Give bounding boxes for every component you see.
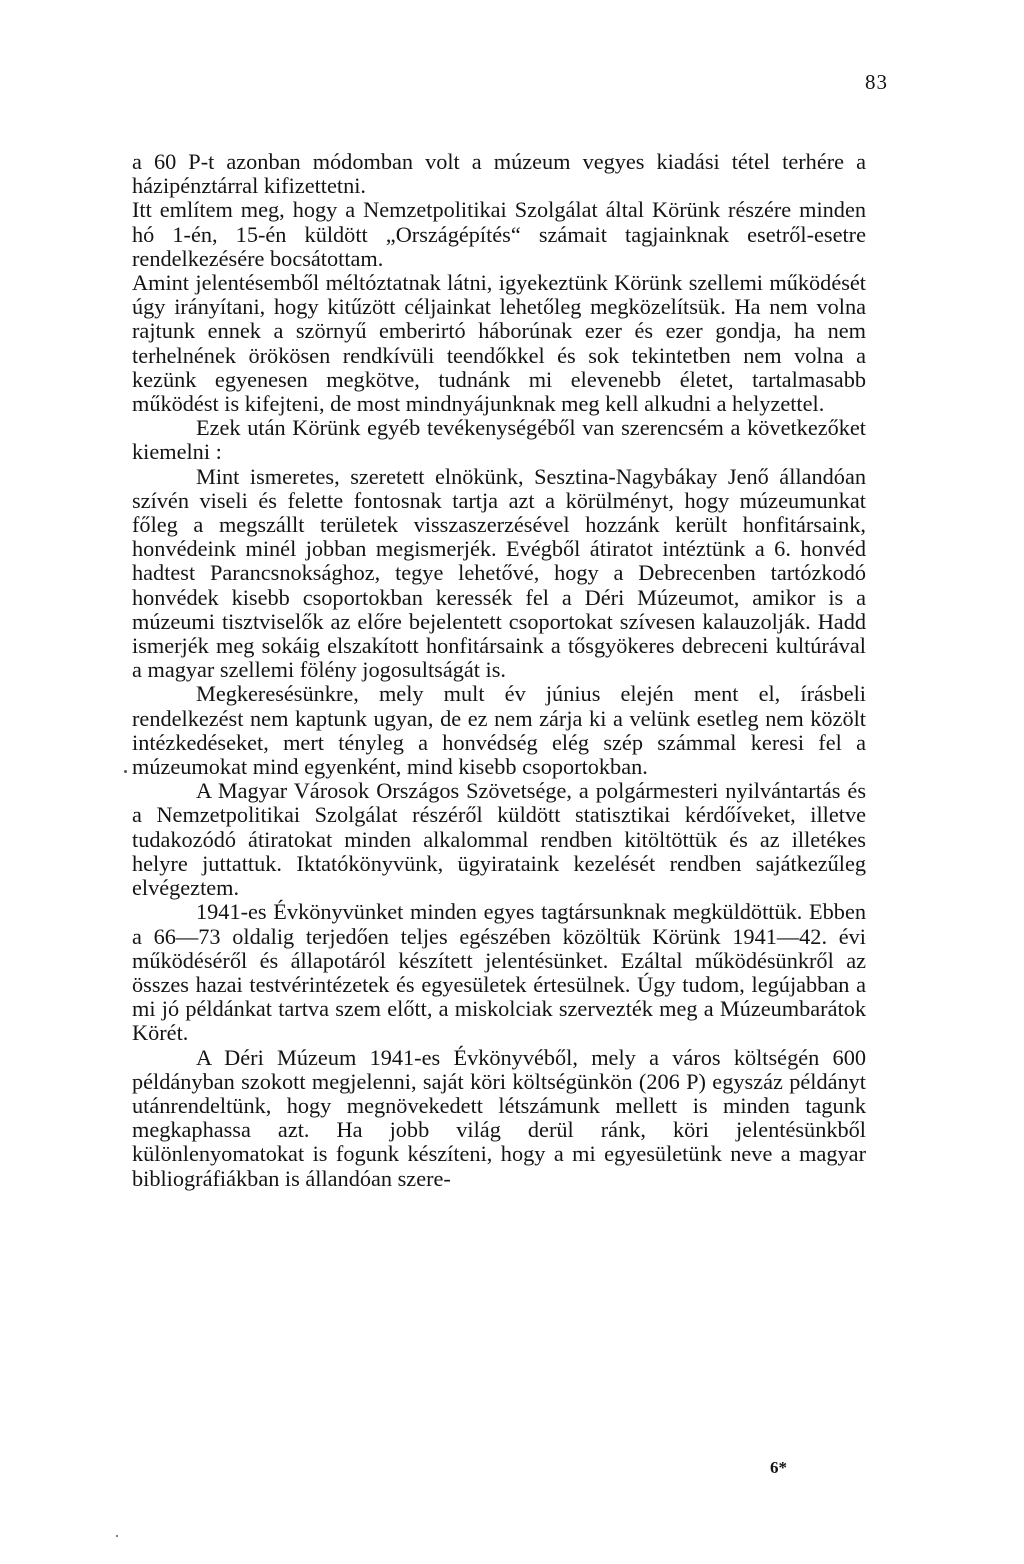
- printer-signature-mark: 6*: [770, 1458, 787, 1477]
- paragraph-8: 1941-es Évkönyvünket minden egyes tagtársunknak megküldöttük. Ebben a 66—73 oldalig terjedően teljes egészében közöltük Körünk 1941—42. évi működéséről és állapotáról készített jelentésünket. Ezáltal működésünkről az összes hazai testvérintézetek és egyesületek értesülnek. Úgy tudom, legújabban a mi jó példánkat tartva szem előtt, a miskolciak szervezték meg a Múzeumbarátok Körét.: [132, 899, 866, 1046]
- paragraph-7: A Magyar Városok Országos Szövetsége, a polgármesteri nyilvántartás és a Nemzetpolitikai Szolgálat részéről küldött statisztikai kérdőíveket, illetve tudakozódó átiratokat minden alkalommal rendben kitöltöttük és az illetékes helyre juttattuk. Iktatókönyvünk, ügyirataink kezelését rendben sajátkezűleg elvégeztem.: [132, 778, 866, 901]
- paragraph-3: Amint jelentésemből méltóztatnak látni, igyekeztünk Körünk szellemi működését úgy irányítani, hogy kitűzött céljainkat lehetőleg megközelítsük. Ha nem volna rajtunk ennek a szörnyű emberirtó háborúnak ezer és ezer gondja, ha nem terhelnének örökösen rendkívüli teendőkkel és sok tekintetben nem volna a kezünk egyenesen megkötve, tudnánk mi elevenebb életet, tartalmasabb működést is kifejteni, de most mindnyájunknak meg kell alkudni a helyzettel.: [132, 270, 866, 417]
- scan-speck: [124, 770, 127, 773]
- paragraph-9: A Déri Múzeum 1941-es Évkönyvéből, mely a város költségén 600 példányban szokott megjelenni, saját köri költségünkön (206 P) egyszáz példányt utánrendeltünk, hogy megnövekedett létszámunk mellett is minden tagunk megkaphassa azt. Ha jobb világ derül ránk, köri jelentésünkből különlenyomatokat is fogunk készíteni, hogy a mi egyesületünk neve a magyar bibliográfiákban is állandóan szere-: [132, 1044, 866, 1191]
- paragraph-1: a 60 P-t azonban módomban volt a múzeum vegyes kiadási tétel terhére a házipénztárral kifizettetni.: [132, 149, 866, 199]
- page-number: 83: [865, 70, 888, 94]
- body-text: [132, 150, 866, 1191]
- paragraph-2: Itt említem meg, hogy a Nemzetpolitikai Szolgálat által Körünk részére minden hó 1-én, 15-én küldött „Országépítés“ számait tagjainknak esetről-esetre rendelkezésére bocsátottam.: [132, 197, 866, 271]
- paragraph-6: Megkeresésünkre, mely mult év június elején ment el, írásbeli rendelkezést nem kaptunk ugyan, de ez nem zárja ki a velünk esetleg nem közölt intézkedéseket, mert tényleg a honvédség elég szép számmal keresi fel a múzeumokat mind egyenként, mind kisebb csoportokban.: [132, 681, 866, 780]
- paragraph-5: Mint ismeretes, szeretett elnökünk, Sesztina-Nagybákay Jenő állandóan szívén viseli és felette fontosnak tartja azt a körülményt, hogy múzeumunkat főleg a megszállt területek visszaszerzésével hozzánk került honfitársaink, honvédeink minél jobban megismerjék. Evégből átiratot intéztünk a 6. honvéd hadtest Parancsnoksághoz, tegye lehetővé, hogy a Debrecenben tartózkodó honvédek kisebb csoportokban keressék fel a Déri Múzeumot, amikor is a múzeumi tisztviselők az előre bejelentett csoportokat szívesen kalauzolják. Hadd ismerjék meg sokáig elszakított honfitársaink a tősgyökeres debreceni kultúrával a magyar szellemi fölény jogosultságát is.: [132, 463, 866, 683]
- paragraph-4: Ezek után Körünk egyéb tevékenységéből van szerencsém a következőket kiemelni :: [132, 415, 866, 465]
- scan-speck: [116, 1535, 118, 1537]
